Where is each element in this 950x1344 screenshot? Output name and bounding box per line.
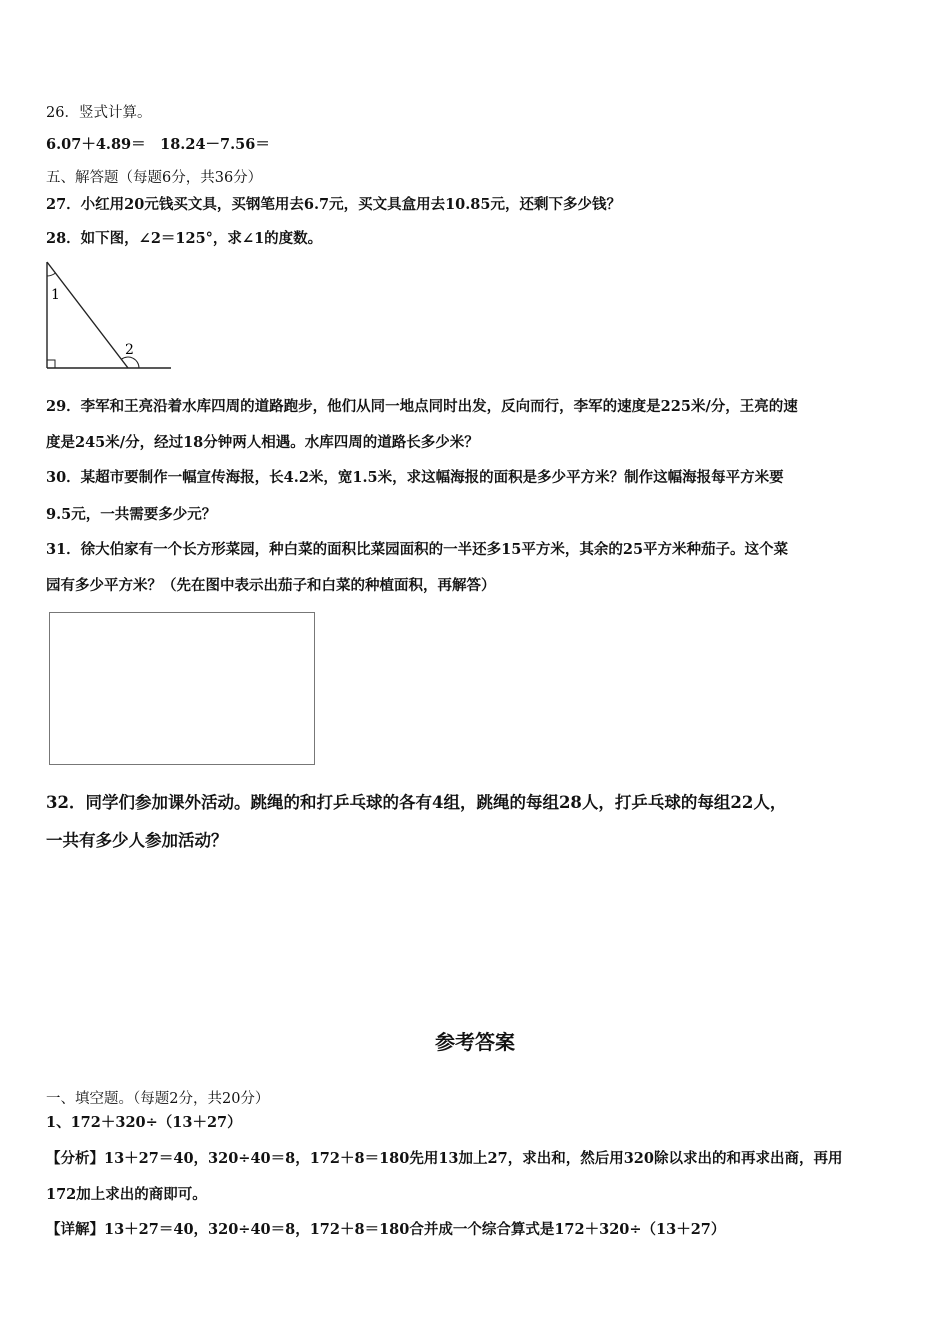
q30-line2: 9.5元，一共需要多少元？ <box>46 506 217 523</box>
answers-title: 参考答案 <box>435 1030 515 1054</box>
q29-line2: 度是245米/分，经过18分钟两人相遇。水库四周的道路长多少米？ <box>46 434 479 451</box>
q28-triangle-figure <box>40 256 180 376</box>
q31-line1: 31．徐大伯家有一个长方形菜园，种白菜的面积比菜园面积的一半还多15平方米，其余的25平方米种茄子。这个菜 <box>46 541 789 558</box>
answer-1-analysis-line2: 172加上求出的商即可。 <box>46 1186 207 1203</box>
answer-1-analysis-line1: 【分析】13＋27＝40，320÷40＝8，172＋8＝180先用13加上27，求出和，然后用320除以求出的和再求出商，再用 <box>46 1150 843 1167</box>
q26-expressions: 6.07＋4.89＝ 18.24－7.56＝ <box>46 136 270 153</box>
answer-1-detail: 【详解】13＋27＝40，320÷40＝8，172＋8＝180合并成一个综合算式是172＋320÷（13＋27） <box>46 1221 726 1238</box>
q27-text: 27．小红用20元钱买文具，买钢笔用去6.7元，买文具盒用去10.85元，还剩下多少钱？ <box>46 196 621 213</box>
answers-section1-title: 一、填空题。（每题2分，共20分） <box>46 1091 270 1107</box>
q26-title: 26．竖式计算。 <box>46 105 152 121</box>
q31-line2: 园有多少平方米？（先在图中表示出茄子和白菜的种植面积，再解答） <box>46 577 496 594</box>
q29-line1: 29．李军和王亮沿着水库四周的道路跑步，他们从同一地点同时出发，反向而行，李军的速度是225米/分，王亮的速 <box>46 398 798 415</box>
angle-2-label: 2 <box>125 342 134 358</box>
q28-text: 28．如下图，∠2＝125°，求∠1的度数。 <box>46 230 323 247</box>
section5-title: 五、解答题（每题6分，共36分） <box>46 170 263 186</box>
angle-1-label: 1 <box>51 287 60 303</box>
q32-line1: 32．同学们参加课外活动。跳绳的和打乒乓球的各有4组，跳绳的每组28人，打乒乓球的每组22人， <box>46 793 787 812</box>
q31-garden-rectangle <box>49 612 315 765</box>
q30-line1: 30．某超市要制作一幅宣传海报，长4.2米，宽1.5米，求这幅海报的面积是多少平方米？制作这幅海报每平方米要 <box>46 469 784 486</box>
answer-1: 1、172＋320÷（13＋27） <box>46 1114 242 1131</box>
q32-line2: 一共有多少人参加活动？ <box>46 831 228 850</box>
